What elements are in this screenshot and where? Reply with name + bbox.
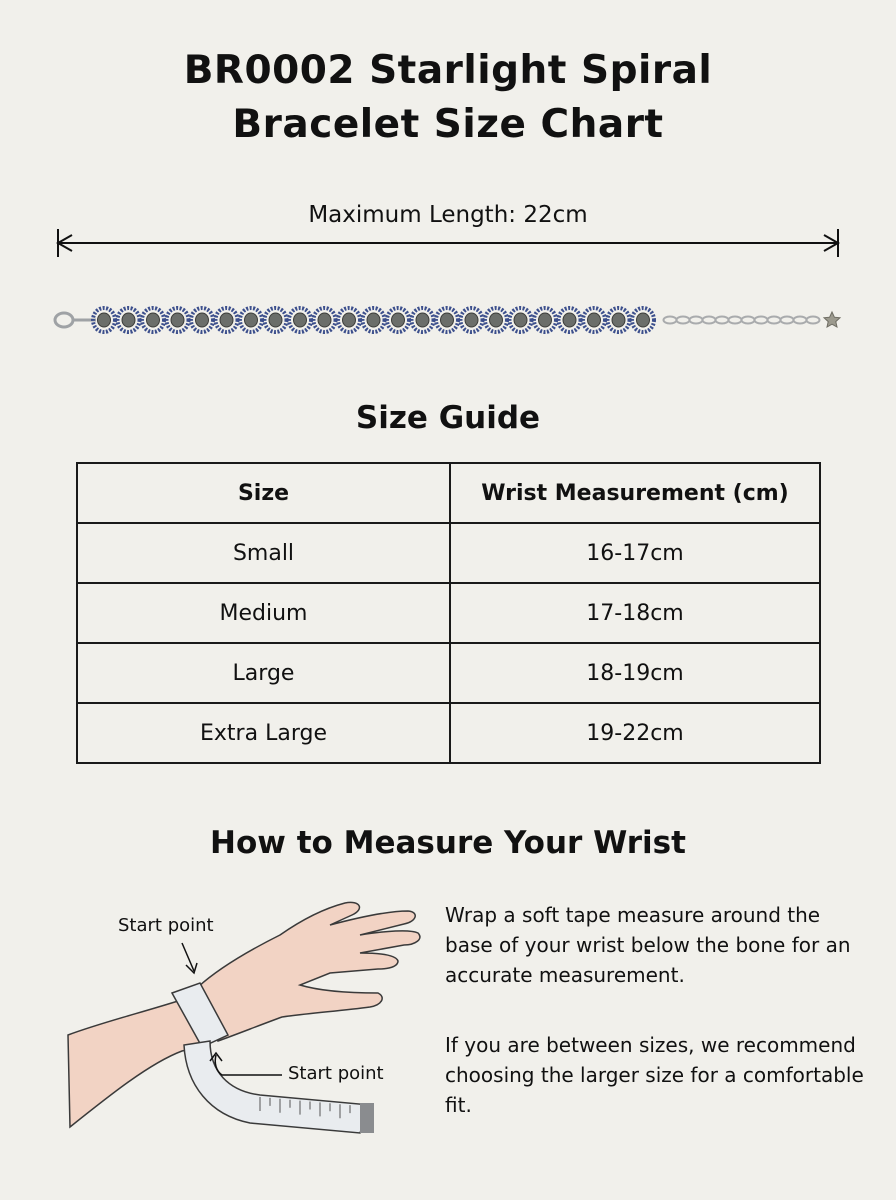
bead-cluster xyxy=(559,308,581,332)
bead-cluster xyxy=(338,308,360,332)
bead-cluster xyxy=(93,308,115,332)
chain-link xyxy=(703,317,716,324)
chain-link xyxy=(716,317,729,324)
bead-cluster xyxy=(632,308,654,332)
star-charm xyxy=(824,312,840,327)
bead-cluster xyxy=(265,308,287,332)
bead-band xyxy=(93,308,654,332)
hand-shape xyxy=(198,902,420,1041)
start-point-label-top: Start point xyxy=(118,915,214,936)
chain-link xyxy=(755,317,768,324)
bead-cluster xyxy=(436,308,458,332)
bead-cluster xyxy=(387,308,409,332)
measurement-cell: 19-22cm xyxy=(450,703,820,763)
chain-link xyxy=(677,317,690,324)
size-table xyxy=(76,462,821,764)
length-dimension-arrow xyxy=(0,225,896,265)
measurement-cell: 17-18cm xyxy=(450,583,820,643)
measure-heading: How to Measure Your Wrist xyxy=(210,825,686,861)
extension-chain xyxy=(664,317,820,324)
size-cell: Small xyxy=(77,523,450,583)
page-title xyxy=(0,44,896,152)
lobster-clasp xyxy=(55,313,96,327)
chain-link xyxy=(664,317,677,324)
chain-link xyxy=(729,317,742,324)
start-point-label-bottom: Start point xyxy=(288,1063,384,1084)
title-line-1: BR0002 Starlight Spiral xyxy=(183,48,713,93)
bracelet-image xyxy=(0,290,896,350)
bead-cluster xyxy=(608,308,630,332)
bead-cluster xyxy=(412,308,434,332)
tape-tail xyxy=(184,1041,370,1133)
bead-cluster xyxy=(142,308,164,332)
bead-cluster xyxy=(216,308,238,332)
size-cell: Medium xyxy=(77,583,450,643)
instruction-paragraph-2: If you are between sizes, we recommend choosing the larger size for a comfortable fit. xyxy=(445,1033,864,1117)
bead-cluster xyxy=(534,308,556,332)
table-row xyxy=(77,703,820,763)
chain-link xyxy=(807,317,820,324)
table-header-row xyxy=(77,463,820,523)
chain-link xyxy=(690,317,703,324)
bead-cluster xyxy=(485,308,507,332)
tape-end-cap xyxy=(360,1103,374,1133)
title-line-2: Bracelet Size Chart xyxy=(232,102,664,147)
bead-cluster xyxy=(314,308,336,332)
bead-cluster xyxy=(240,308,262,332)
column-header-size: Size xyxy=(77,463,450,523)
size-guide-heading: Size Guide xyxy=(355,400,541,436)
max-length-label: Maximum Length: 22cm xyxy=(308,202,588,228)
size-cell: Large xyxy=(77,643,450,703)
bead-cluster xyxy=(167,308,189,332)
bead-cluster xyxy=(363,308,385,332)
bead-cluster xyxy=(510,308,532,332)
chain-link xyxy=(781,317,794,324)
table-row xyxy=(77,583,820,643)
bead-cluster xyxy=(191,308,213,332)
measurement-cell: 18-19cm xyxy=(450,643,820,703)
instruction-paragraph-1: Wrap a soft tape measure around the base of your wrist below the bone for an accurate measurement. xyxy=(445,903,851,987)
wrist-measuring-illustration xyxy=(60,895,430,1155)
bead-cluster xyxy=(583,308,605,332)
chain-link xyxy=(768,317,781,324)
measurement-cell: 16-17cm xyxy=(450,523,820,583)
bead-cluster xyxy=(461,308,483,332)
chain-link xyxy=(794,317,807,324)
bead-cluster xyxy=(118,308,140,332)
chain-link xyxy=(742,317,755,324)
bead-cluster xyxy=(289,308,311,332)
column-header-measurement: Wrist Measurement (cm) xyxy=(450,463,820,523)
table-row xyxy=(77,643,820,703)
table-row xyxy=(77,523,820,583)
size-cell: Extra Large xyxy=(77,703,450,763)
